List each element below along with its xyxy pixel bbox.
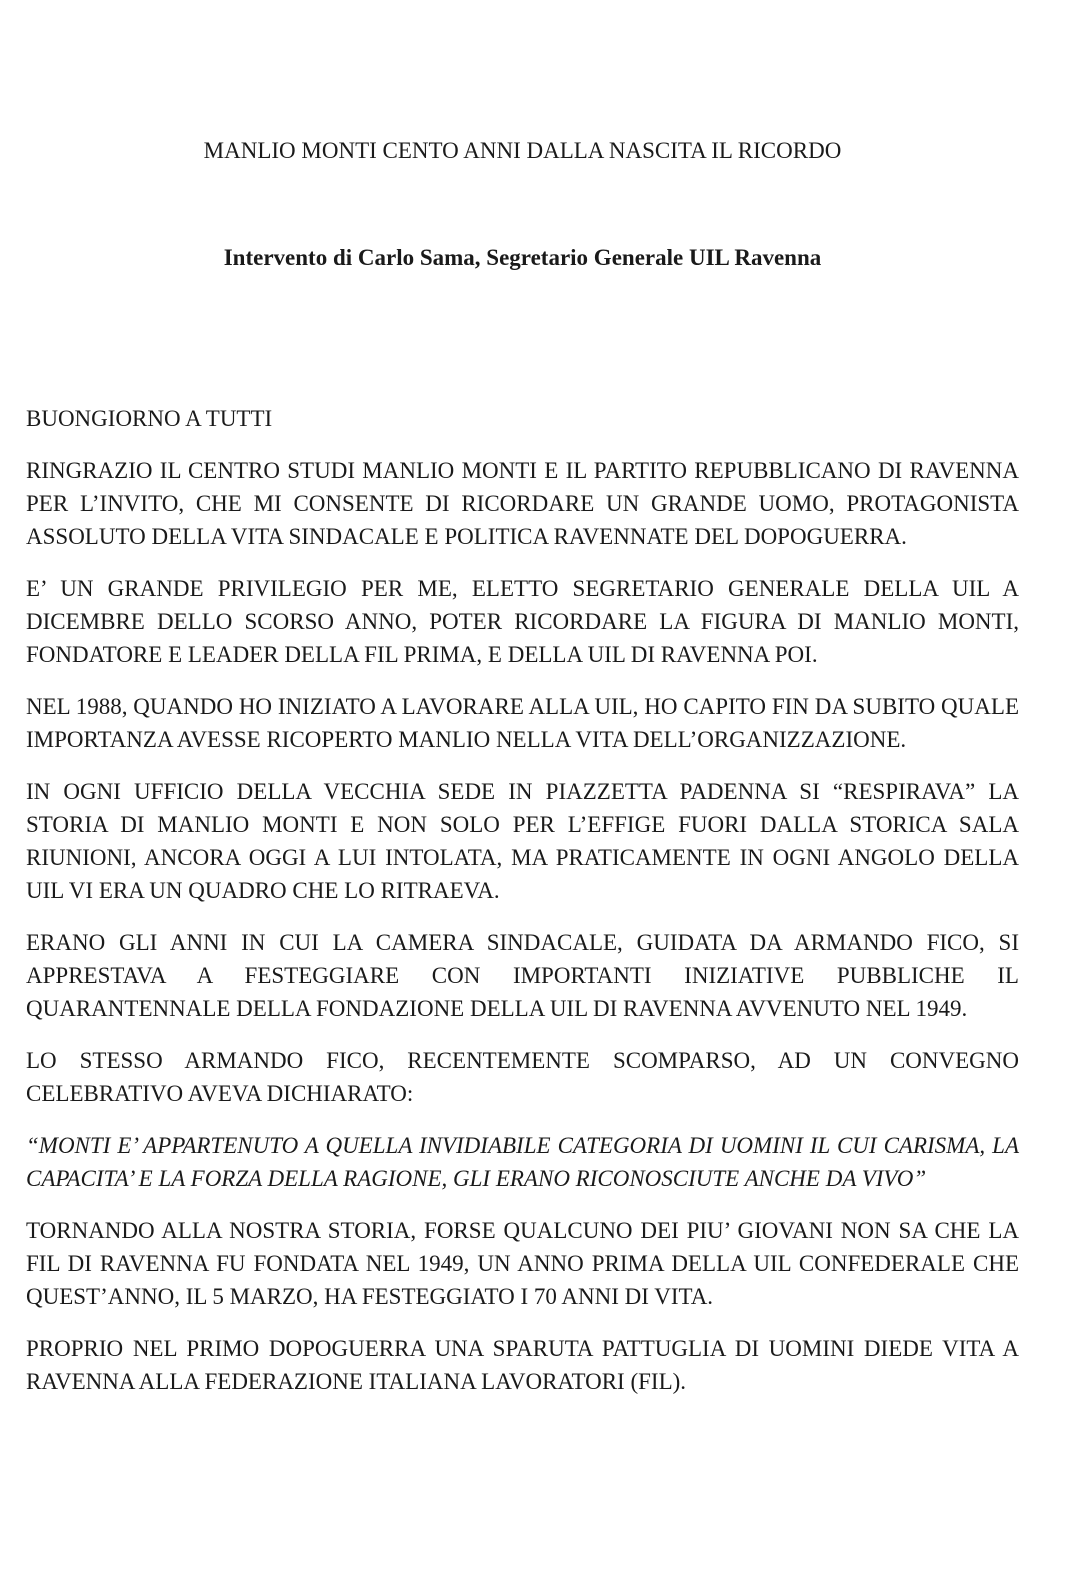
paragraph-quote: “MONTI E’ APPARTENUTO A QUELLA INVIDIABILE CATEGORIA DI UOMINI IL CUI CARISMA, LA CAPACITA’ E LA FORZA DELLA RAGIONE, GLI ERANO RICONOSCIUTE ANCHE DA VIVO” [26,1133,1019,1191]
paragraph-history: TORNANDO ALLA NOSTRA STORIA, FORSE QUALCUNO DEI PIU’ GIOVANI NON SA CHE LA FIL DI RAVENNA FU FONDATA NEL 1949, UN ANNO PRIMA DELLA UIL CONFEDERALE CHE QUEST’ANNO, IL 5 MARZO, HA FESTEGGIATO I 70 ANNI DI VITA. [26,1218,1019,1309]
paragraph-greeting: BUONGIORNO A TUTTI [26,406,273,431]
document-title: MANLIO MONTI CENTO ANNI DALLA NASCITA IL RICORDO [203,138,842,163]
paragraph-1988: NEL 1988, QUANDO HO INIZIATO A LAVORARE ALLA UIL, HO CAPITO FIN DA SUBITO QUALE IMPORTANZA AVESSE RICOPERTO MANLIO NELLA VITA DELL’ORGANIZZAZIONE. [26,694,1019,752]
paragraph-fico: LO STESSO ARMANDO FICO, RECENTEMENTE SCOMPARSO, AD UN CONVEGNO CELEBRATIVO AVEVA DICHIARATO: [26,1048,1019,1106]
document-subtitle: Intervento di Carlo Sama, Segretario Generale UIL Ravenna [223,245,822,270]
paragraph-anniversary: ERANO GLI ANNI IN CUI LA CAMERA SINDACALE, GUIDATA DA ARMANDO FICO, SI APPRESTAVA A FESTEGGIARE CON IMPORTANTI INIZIATIVE PUBBLICHE IL QUARANTENNALE DELLA FONDAZIONE DELLA UIL DI RAVENNA AVVENUTO NEL 1949. [26,930,1019,1021]
paragraph-postwar: PROPRIO NEL PRIMO DOPOGUERRA UNA SPARUTA PATTUGLIA DI UOMINI DIEDE VITA A RAVENNA ALLA FEDERAZIONE ITALIANA LAVORATORI (FIL). [26,1336,1019,1394]
paragraph-privilege: E’ UN GRANDE PRIVILEGIO PER ME, ELETTO SEGRETARIO GENERALE DELLA UIL A DICEMBRE DELLO SCORSO ANNO, POTER RICORDARE LA FIGURA DI MANLIO MONTI, FONDATORE E LEADER DELLA FIL PRIMA, E DELLA UIL DI RAVENNA POI. [26,576,1019,667]
document-body [26,402,1019,1417]
paragraph-thanks: RINGRAZIO IL CENTRO STUDI MANLIO MONTI E IL PARTITO REPUBBLICANO DI RAVENNA PER L’INVITO, CHE MI CONSENTE DI RICORDARE UN GRANDE UOMO, PROTAGONISTA ASSOLUTO DELLA VITA SINDACALE E POLITICA RAVENNATE DEL DOPOGUERRA. [26,458,1019,549]
paragraph-old-office: IN OGNI UFFICIO DELLA VECCHIA SEDE IN PIAZZETTA PADENNA SI “RESPIRAVA” LA STORIA DI MANLIO MONTI E NON SOLO PER L’EFFIGE FUORI DALLA STORICA SALA RIUNIONI, ANCORA OGGI A LUI INTOLATA, MA PRATICAMENTE IN OGNI ANGOLO DELLA UIL VI ERA UN QUADRO CHE LO RITRAEVA. [26,779,1019,903]
